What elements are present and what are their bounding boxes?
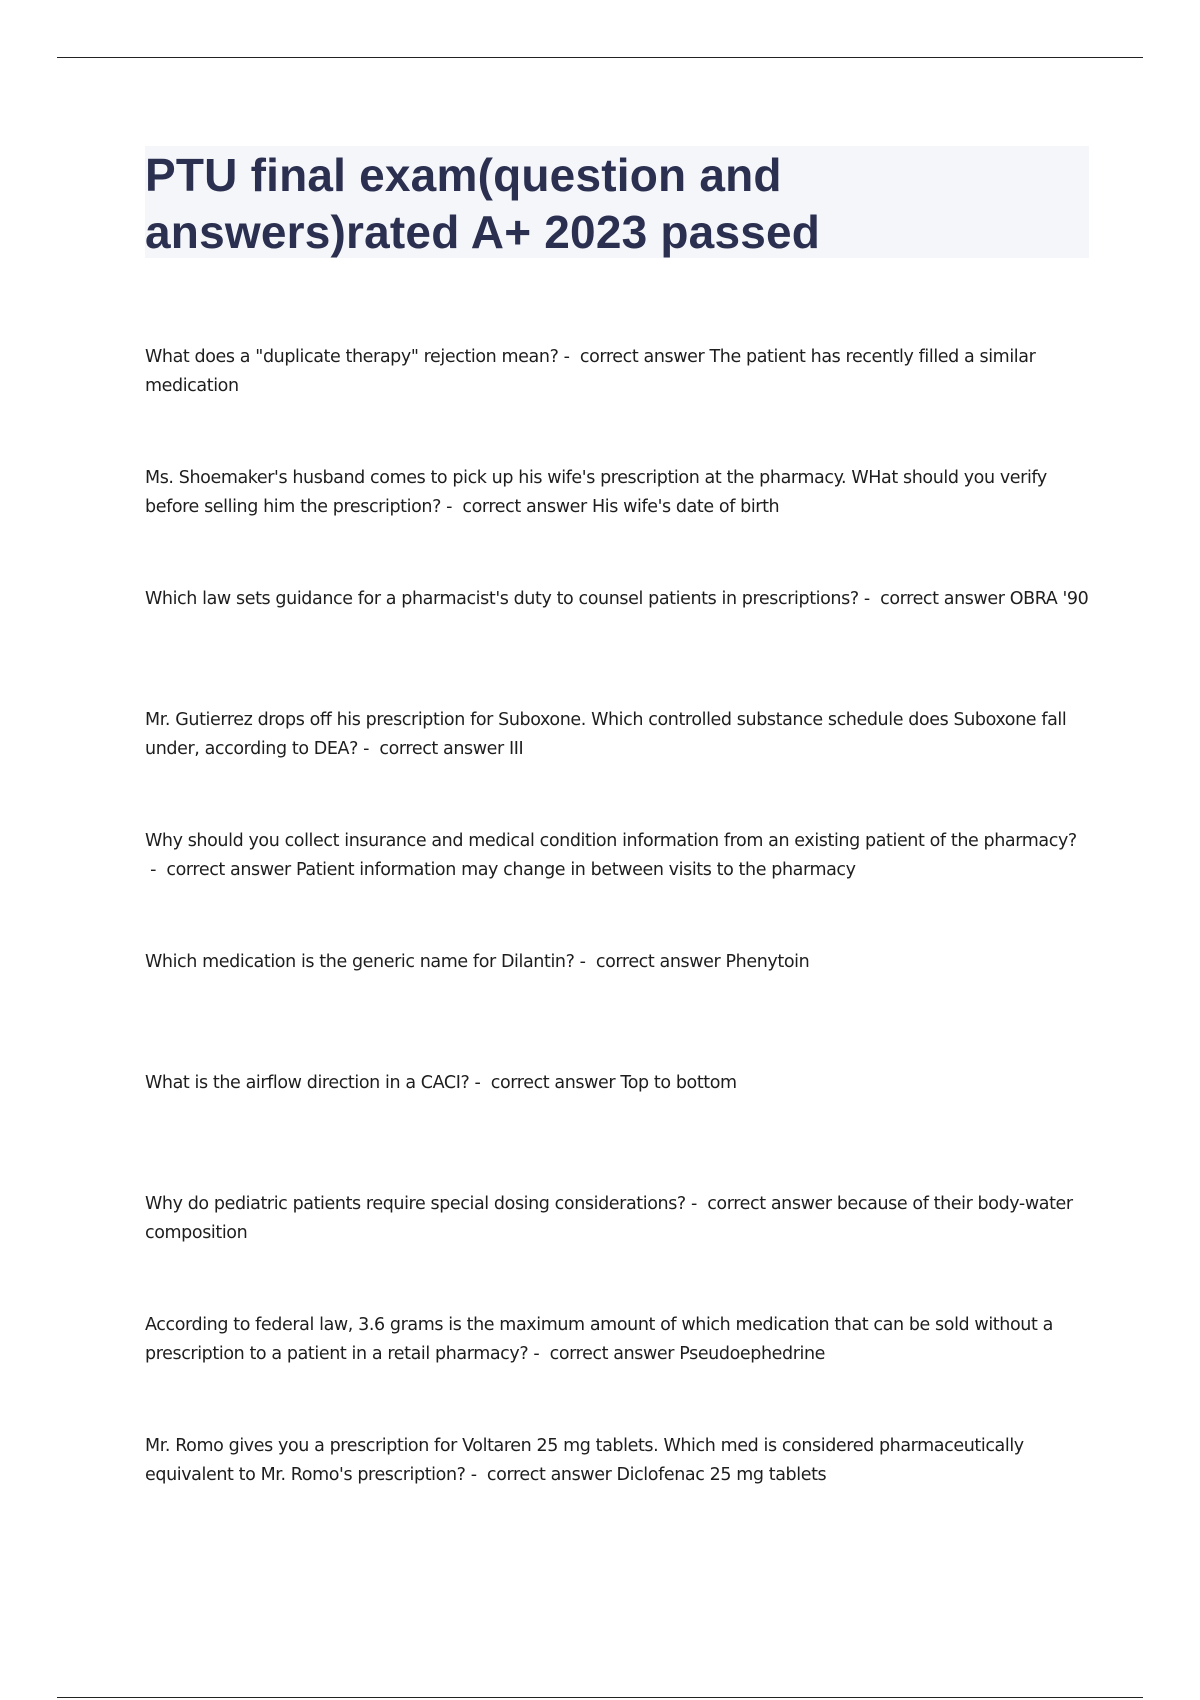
question-text: Which law sets guidance for a pharmacist's duty to counsel patients in prescriptions?	[145, 589, 859, 609]
qa-item	[145, 1311, 1090, 1432]
answer-separator: - correct answer	[358, 739, 510, 759]
question-text: Mr. Romo gives you a prescription for Voltaren 25 mg tablets. Which med is considered pharmaceutically equivalent to Mr. Romo's prescription?	[145, 1436, 1024, 1485]
qa-item	[145, 1432, 1090, 1553]
answer-text: III	[509, 739, 524, 759]
page-title: PTU final exam(question and answers)rated A+ 2023 passed	[145, 149, 821, 258]
answer-text: His wife's date of birth	[591, 497, 780, 517]
qa-item	[145, 706, 1090, 827]
answer-text: Phenytoin	[725, 952, 810, 972]
question-text: Mr. Gutierrez drops off his prescription for Suboxone. Which controlled substance schedule does Suboxone fall under, according to DEA?	[145, 710, 1067, 759]
bottom-rule	[57, 1697, 1143, 1698]
answer-text: Diclofenac 25 mg tablets	[616, 1465, 827, 1485]
question-text: Which medication is the generic name for Dilantin?	[145, 952, 575, 972]
answer-text: OBRA '90	[1009, 589, 1089, 609]
qa-item	[145, 948, 1090, 1069]
question-text: According to federal law, 3.6 grams is the maximum amount of which medication that can be sold without a prescription to a patient in a retail pharmacy?	[145, 1315, 1053, 1364]
answer-separator: - correct answer	[469, 1073, 621, 1093]
answer-separator: - correct answer	[465, 1465, 617, 1485]
qa-item	[145, 343, 1090, 464]
question-text: What does a "duplicate therapy" rejection mean?	[145, 347, 559, 367]
answer-separator: - correct answer	[858, 589, 1010, 609]
top-rule	[57, 57, 1143, 58]
answer-text: The patient has recently filled a similar medication	[145, 347, 1036, 396]
question-text: Why do pediatric patients require special dosing considerations?	[145, 1194, 686, 1214]
answer-text: because of their body-water composition	[145, 1194, 1073, 1243]
answer-text: Top to bottom	[620, 1073, 737, 1093]
qa-item	[145, 585, 1090, 706]
qa-item	[145, 1190, 1090, 1311]
answer-text: Patient information may change in between visits to the pharmacy	[296, 860, 856, 880]
question-text: Why should you collect insurance and medical condition information from an existing patient of the pharmacy?	[145, 831, 1077, 851]
question-text: Ms. Shoemaker's husband comes to pick up his wife's prescription at the pharmacy. WHat should you verify before selling him the prescription?	[145, 468, 1047, 517]
qa-item	[145, 1069, 1090, 1190]
answer-separator: - correct answer	[558, 347, 710, 367]
qa-list	[145, 343, 1090, 1553]
answer-separator: - correct answer	[574, 952, 726, 972]
qa-item	[145, 827, 1090, 948]
answer-separator: - correct answer	[528, 1344, 680, 1364]
answer-separator: - correct answer	[440, 497, 592, 517]
qa-item	[145, 464, 1090, 585]
question-text: What is the airflow direction in a CACI?	[145, 1073, 470, 1093]
answer-separator: - correct answer	[685, 1194, 837, 1214]
answer-text: Pseudoephedrine	[679, 1344, 826, 1364]
answer-separator: - correct answer	[145, 860, 297, 880]
